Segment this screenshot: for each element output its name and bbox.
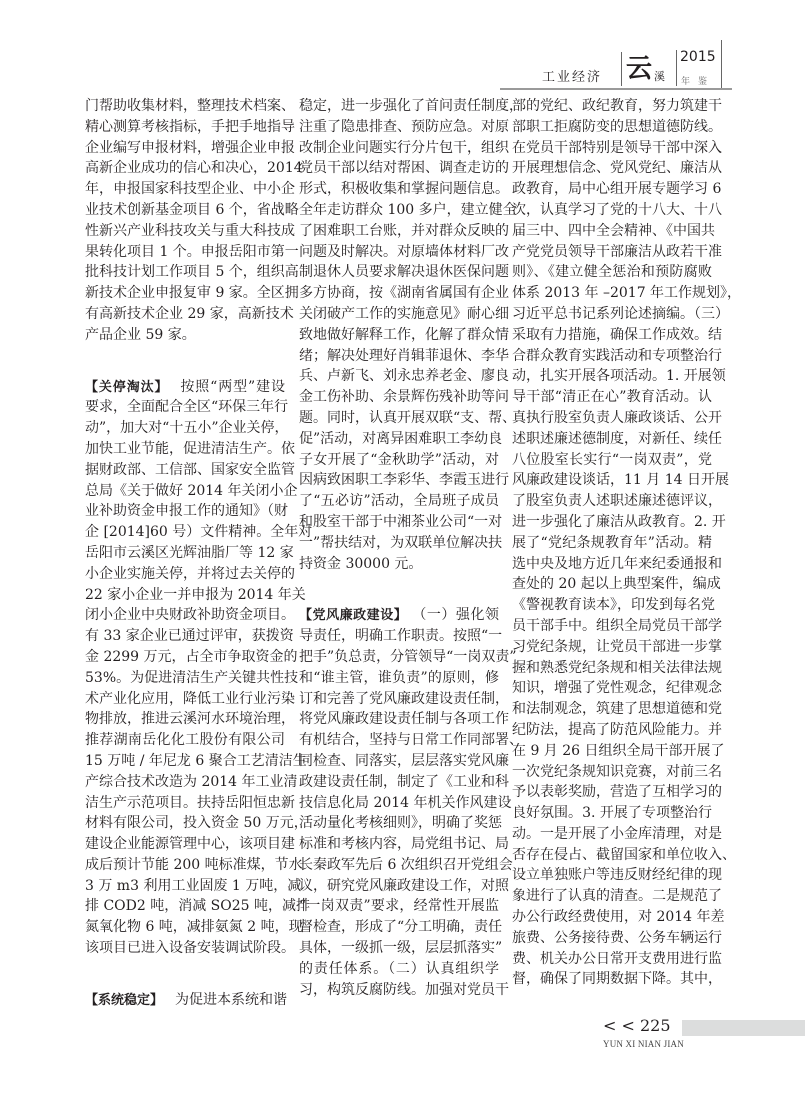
- line-text: 有高新技术企业 29 家，高新技术: [85, 305, 294, 322]
- text-line: [512, 637, 722, 658]
- line-text: 产党党员领导干部廉洁从政若干准: [512, 243, 722, 260]
- line-text: 为促进本系统和谐: [175, 991, 288, 1008]
- header-rule: [500, 88, 732, 90]
- line-text: 纪防法，提高了防范风险能力。并: [512, 721, 722, 738]
- text-line: [85, 138, 295, 159]
- line-text: “一岗双责”要求，经常性开展监: [299, 898, 499, 915]
- line-text: 采取有力措施，确保工作成效。结: [512, 326, 722, 343]
- text-line: [85, 481, 298, 502]
- text-line: [299, 491, 499, 512]
- line-text: 活动量化考核细则》，明确了奖惩: [299, 815, 502, 832]
- text-line: [512, 741, 725, 762]
- line-text: 子女开展了“金秋助学”活动，对: [299, 451, 499, 468]
- paragraph: [299, 96, 523, 574]
- text-line: [299, 959, 499, 980]
- line-text: 和“谁主管，谁负责”的原则，修: [299, 669, 499, 686]
- footer-subtitle: YUN XI NIAN JIAN: [603, 1039, 684, 1049]
- line-text: 动，扎实开展各项活动。1. 开展领: [512, 368, 726, 385]
- line-text: 要求，全面配合全区“环保三年行: [85, 399, 289, 416]
- line-text: 把手”负总责，分管领导“一岗双责”: [299, 648, 517, 665]
- text-line: [85, 283, 299, 304]
- text-line: [512, 824, 722, 845]
- text-line: [85, 221, 295, 242]
- line-text: 全年走访群众 100 多户，建立健全: [299, 201, 517, 218]
- text-line: [85, 709, 295, 730]
- line-text: 洁生产示范项目。扶持岳阳恒忠新: [85, 794, 295, 811]
- line-text: 岳阳市云溪区光辉油脂厂等 12 家: [85, 544, 294, 561]
- text-line: [299, 512, 503, 533]
- line-text: 查处的 20 起以上典型案件，编成: [512, 576, 721, 593]
- line-text: 办公行政经费使用，对 2014 年差: [512, 909, 725, 926]
- text-line: [512, 304, 729, 325]
- line-text: 了股室负责人述职述廉述德评议，: [512, 493, 722, 510]
- line-text: 企 [2014]60 号）文件精神。全年对: [85, 524, 313, 541]
- yearbook-year: 2015: [680, 49, 716, 65]
- text-line: [512, 325, 722, 346]
- text-line: [512, 595, 715, 616]
- line-text: 3 万 m3 利用工业固废 1 万吨，减: [85, 877, 302, 894]
- line-text: 加快工业节能，促进清洁生产。依: [85, 440, 295, 457]
- line-text: 批科技计划工作项目 5 个，组织高: [85, 264, 299, 281]
- text-line: [85, 834, 295, 855]
- line-text: 改制企业问题实行分片包干，组织: [299, 139, 509, 156]
- text-line: [299, 387, 509, 408]
- text-line: [512, 138, 722, 159]
- line-text: 精心测算考核指标，手把手地指导: [85, 118, 295, 135]
- text-line: [512, 429, 722, 450]
- text-line: [299, 980, 509, 1001]
- line-text: 设立单独账户等违反财经纪律的现: [512, 867, 722, 884]
- page-number: 225: [640, 1016, 671, 1035]
- line-text: 22 家小企业一并申报为 2014 年关: [85, 586, 306, 603]
- line-text: 该项目已进入设备安装调试阶段。: [85, 940, 295, 957]
- text-line: [299, 408, 517, 429]
- text-line: [512, 720, 722, 741]
- text-line: [85, 522, 313, 543]
- line-text: 一次党纪条规知识竞赛，对前三名: [512, 763, 722, 780]
- line-text: 真执行股室负责人廉政谈话、公开: [512, 409, 722, 426]
- text-line: [299, 304, 509, 325]
- text-line: [299, 855, 513, 876]
- text-line: [512, 158, 722, 179]
- line-text: （一）强化领: [419, 607, 499, 624]
- line-text: 导责任，明确工作职责。按照“一: [299, 628, 503, 645]
- text-line: [512, 533, 712, 554]
- text-line: [512, 200, 722, 221]
- line-text: 因病致困职工李彩华、李霞玉进行: [299, 472, 509, 489]
- line-text: 有机结合，坚持与日常工作同部署、: [299, 732, 523, 749]
- text-line: [85, 626, 294, 647]
- paragraph: [85, 96, 303, 346]
- line-text: 有 33 家企业已通过评审，获拨资: [85, 628, 294, 645]
- line-text: 习近平总书记系列论述摘编。（三）: [512, 305, 729, 322]
- line-text: 风廉政建设谈话，11 月 14 日开展: [512, 472, 729, 489]
- footer-bar: [682, 1020, 805, 1036]
- text-line: [512, 658, 722, 679]
- text-line: [299, 200, 517, 221]
- line-text: 成后预计节能 200 吨标准煤，节水: [85, 856, 303, 873]
- line-text: 稳定，进一步强化了首问责任制度，: [299, 98, 523, 114]
- text-line: [85, 689, 295, 710]
- text-line: [512, 907, 725, 928]
- text-line: [299, 896, 499, 917]
- line-text: 选中央及地方近几年来纪委通报和: [512, 555, 722, 572]
- line-text: 问题及时解决。对原墙体材料厂改: [299, 243, 509, 260]
- text-line: [85, 647, 298, 668]
- line-text: 部职工拒腐防变的思想道德防线。: [512, 118, 722, 135]
- text-line: [85, 990, 288, 1011]
- text-line: [85, 460, 295, 481]
- line-text: 多方协商，按《湖南省属国有企业: [299, 285, 509, 302]
- section-heading: 【关停淘汰】: [85, 379, 169, 395]
- text-line: [512, 366, 726, 387]
- text-line: [512, 699, 722, 720]
- text-line: [85, 876, 302, 897]
- section-heading: 【党风廉政建设】: [299, 608, 408, 624]
- text-line: [299, 221, 509, 242]
- text-line: [85, 262, 299, 283]
- line-text: 业技术创新基金项目 6 个，省战略: [85, 201, 299, 218]
- text-line: [512, 886, 722, 907]
- text-line: [85, 439, 295, 460]
- line-text: 氮氧化物 6 吨，减排氨氮 2 吨，现: [85, 919, 303, 936]
- text-line: [299, 117, 509, 138]
- text-line: [85, 855, 303, 876]
- text-line: [85, 605, 295, 626]
- paragraph: [512, 96, 742, 990]
- text-line: [512, 969, 722, 990]
- text-line: [299, 876, 509, 897]
- text-line: [512, 782, 722, 803]
- line-text: 动”，加大对“十五小”企业关停，: [85, 420, 289, 437]
- line-text: 关闭破产工作的实施意见》耐心细: [299, 305, 509, 322]
- text-line: [512, 221, 715, 242]
- line-text: 绪；解决处理好肖辑菲退休、李华: [299, 347, 509, 364]
- line-text: 在 9 月 26 日组织全局干部开展了: [512, 742, 725, 759]
- text-line: [85, 242, 299, 263]
- text-column-2: [299, 96, 523, 1031]
- text-line: [512, 762, 722, 783]
- line-text: 高新企业成功的信心和决心，2014: [85, 160, 303, 177]
- text-line: [85, 418, 289, 439]
- line-text: 具体，一级抓一级，层层抓落实”: [299, 940, 503, 957]
- text-line: [85, 96, 295, 117]
- line-text: 促”活动，对离异困难职工李幼良: [299, 430, 503, 447]
- header-divider: [676, 50, 677, 86]
- line-text: 术产业化应用，降低工业行业污染: [85, 690, 295, 707]
- text-line: [299, 283, 509, 304]
- text-line: [85, 564, 295, 585]
- header-divider: [721, 40, 722, 88]
- text-line: [512, 845, 736, 866]
- line-text: 致地做好解释工作，化解了群众情: [299, 326, 509, 343]
- line-text: 和股室干部于中湘茶业公司“一对: [299, 513, 503, 530]
- line-text: 旅费、公务接待费、公务车辆运行: [512, 929, 722, 946]
- line-text: 15 万吨 / 年尼龙 6 聚合工艺清洁生: [85, 752, 307, 769]
- line-text: 新技术企业申报复审 9 家。全区拥: [85, 285, 299, 302]
- text-line: [299, 689, 509, 710]
- arrows-icon: < <: [603, 1016, 635, 1035]
- line-text: 员干部手中。组织全局党员干部学: [512, 617, 722, 634]
- text-line: [299, 772, 509, 793]
- text-line: [299, 709, 509, 730]
- line-text: 同检查、同落实，层层落实党风廉: [299, 752, 509, 769]
- line-text: 门帮助收集材料，整理技术档案、: [85, 98, 295, 114]
- line-text: 物排放，推进云溪河水环境治理，: [85, 711, 295, 728]
- text-line: [85, 938, 295, 959]
- line-text: 体系 2013 年 –2017 年工作规划》，: [512, 285, 742, 302]
- text-line: [299, 450, 499, 471]
- paragraph: [85, 990, 288, 1011]
- text-line: [299, 242, 509, 263]
- paragraph: [299, 605, 523, 1000]
- line-text: 开展理想信念、党风党纪、廉洁从: [512, 160, 722, 177]
- text-line: [299, 605, 499, 626]
- text-line: [512, 616, 722, 637]
- text-line: [299, 325, 509, 346]
- text-line: [85, 377, 285, 398]
- text-line: [512, 262, 712, 283]
- line-text: 届三中、四中全会精神、《中国共: [512, 222, 715, 239]
- text-line: [512, 346, 722, 367]
- text-line: [512, 450, 712, 471]
- text-line: [512, 408, 722, 429]
- line-text: 性新兴产业科技攻关与重大科技成: [85, 222, 295, 239]
- line-text: 习，构筑反腐防线。加强对党员干: [299, 981, 509, 998]
- text-line: [85, 543, 294, 564]
- brand-logo-yun: 云: [626, 54, 653, 84]
- line-text: 了困难职工台账，并对群众反映的: [299, 222, 509, 239]
- text-line: [512, 554, 722, 575]
- page-number-row: [603, 1016, 671, 1035]
- line-text: 制退休人员要求解决退休医保问题: [299, 264, 509, 281]
- line-text: 订和完善了党风廉政建设责任制，: [299, 690, 509, 707]
- header-divider: [621, 52, 622, 86]
- line-text: 习党纪条规，让党员干部进一步掌: [512, 638, 722, 655]
- line-text: 标准和考核内容，局党组书记、局: [299, 836, 509, 853]
- line-text: 则》、《建立健全惩治和预防腐败: [512, 264, 712, 281]
- text-line: [299, 158, 509, 179]
- text-line: [299, 346, 509, 367]
- text-line: [85, 896, 311, 917]
- line-text: 合群众教育实践活动和专项整治行: [512, 347, 722, 364]
- line-text: 兵、卢新飞、刘永忠养老金、廖良: [299, 368, 509, 385]
- text-line: [512, 179, 722, 200]
- text-line: [299, 366, 509, 387]
- text-column-1: [85, 96, 313, 1042]
- line-text: 推荐湖南岳化化工股份有限公司: [85, 732, 285, 749]
- line-text: 次，认真学习了党的十八大、十八: [512, 201, 722, 218]
- line-text: 金 2299 万元，占全市争取资金的: [85, 648, 298, 665]
- yearbook-label: 年鉴: [681, 77, 716, 87]
- text-line: [512, 470, 729, 491]
- line-text: 技信息化局 2014 年机关作风建设: [299, 794, 512, 811]
- text-line: [85, 200, 299, 221]
- line-text: 握和熟悉党纪条规和相关法律法规: [512, 659, 722, 676]
- line-text: 材料有限公司，投入资金 50 万元，: [85, 815, 308, 832]
- line-text: 小企业实施关停，并将过去关停的: [85, 565, 295, 582]
- text-line: [299, 554, 499, 575]
- text-line: [85, 793, 295, 814]
- text-line: [85, 304, 294, 325]
- line-text: 总局《关于做好 2014 年关闭小企: [85, 482, 298, 499]
- line-text: 述职述廉述德制度，对新任、续任: [512, 430, 722, 447]
- text-line: [299, 138, 509, 159]
- text-line: [85, 813, 308, 834]
- line-text: 部的党纪、政纪教育，努力筑建干: [512, 98, 722, 114]
- line-text: 知识，增强了党性观念，纪律观念: [512, 680, 722, 697]
- text-line: [85, 917, 303, 938]
- line-text: 53%。为促进清洁生产关键共性技: [85, 669, 299, 686]
- text-column-3: [512, 96, 742, 1021]
- text-line: [299, 626, 503, 647]
- line-text: 年，申报国家科技型企业、中小企: [85, 181, 295, 198]
- text-line: [85, 325, 285, 346]
- text-line: [299, 751, 509, 772]
- text-line: [512, 678, 722, 699]
- text-line: [299, 533, 503, 554]
- line-text: 督，确保了同期数据下降。其中，: [512, 971, 722, 988]
- text-line: [299, 834, 509, 855]
- line-text: 《警视教育读本》，印发到每名党: [512, 597, 715, 614]
- text-line: [85, 179, 295, 200]
- text-line: [512, 242, 722, 263]
- line-text: 据财政部、工信部、国家安全监管: [85, 461, 295, 478]
- line-text: 在党员干部特别是领导干部中深入: [512, 139, 722, 156]
- line-text: 动。一是开展了小金库清理，对是: [512, 825, 722, 842]
- text-line: [512, 512, 726, 533]
- line-text: 八位股室长实行“一岗双责”，党: [512, 451, 712, 468]
- text-line: [299, 917, 503, 938]
- text-line: [85, 668, 299, 689]
- text-line: [299, 262, 509, 283]
- text-line: [85, 751, 307, 772]
- text-line: [512, 574, 721, 595]
- section-title: 工业经济: [542, 70, 603, 85]
- line-text: 产综合技术改造为 2014 年工业清: [85, 773, 298, 790]
- line-text: 展了“党纪条规教育年”活动。精: [512, 534, 712, 551]
- text-line: [85, 501, 288, 522]
- brand-logo-xi: 溪: [654, 70, 665, 83]
- text-line: [299, 96, 523, 117]
- line-text: 闭小企业中央财政补助资金项目。: [85, 607, 295, 624]
- text-line: [85, 117, 295, 138]
- text-line: [299, 938, 503, 959]
- line-text: 企业编写申报材料，增强企业申报: [85, 139, 295, 156]
- line-text: 形式，积极收集和掌握问题信息。: [299, 181, 509, 198]
- line-text: 一”帮扶结对，为双联单位解决扶: [299, 534, 503, 551]
- line-text: 产品企业 59 家。: [85, 326, 196, 343]
- line-text: 建设企业能源管理中心，该项目建: [85, 836, 295, 853]
- text-line: [512, 117, 722, 138]
- line-text: 督检查，形成了“分工明确，责任: [299, 919, 503, 936]
- line-text: 政教育，局中心组开展专题学习 6: [512, 181, 722, 198]
- line-text: 党员干部以结对帮困、调查走访的: [299, 160, 509, 177]
- line-text: 按照“两型”建设: [180, 378, 285, 395]
- text-line: [299, 793, 512, 814]
- line-text: 金工伤补助、余景辉伤残补助等问: [299, 389, 509, 406]
- line-text: 业补助资金申报工作的通知》（财: [85, 503, 288, 520]
- line-text: 了“五必访”活动，全局班子成员: [299, 493, 499, 510]
- line-text: 进一步强化了廉洁从政教育。2. 开: [512, 513, 726, 530]
- line-text: 否存在侵占、截留国家和单位收入、: [512, 846, 736, 863]
- text-line: [299, 730, 523, 751]
- line-text: 持资金 30000 元。: [299, 555, 423, 572]
- text-line: [299, 179, 509, 200]
- line-text: 长秦政军先后 6 次组织召开党组会: [299, 856, 513, 873]
- text-line: [299, 647, 517, 668]
- text-line: [512, 387, 712, 408]
- line-text: 果转化项目 1 个。申报岳阳市第一: [85, 243, 299, 260]
- line-text: 费、机关办公日常开支费用进行监: [512, 950, 722, 967]
- line-text: 的责任体系。（二）认真组织学: [299, 960, 499, 977]
- text-line: [85, 397, 289, 418]
- line-text: 予以表彰奖励，营造了互相学习的: [512, 784, 722, 801]
- line-text: 排 COD2 吨，消减 SO25 吨，减排: [85, 898, 311, 915]
- text-line: [512, 491, 722, 512]
- text-line: [299, 813, 502, 834]
- text-line: [85, 772, 298, 793]
- paragraph: [85, 377, 313, 959]
- line-text: 题。同时，认真开展双联“支、帮、: [299, 409, 517, 426]
- text-line: [512, 96, 722, 117]
- line-text: 注重了隐患排查、预防应急。对原: [299, 118, 509, 135]
- line-text: 议，研究党风廉政建设工作，对照: [299, 877, 509, 894]
- line-text: 导干部“清正在心”教育活动。认: [512, 389, 712, 406]
- line-text: 象进行了认真的清查。二是规范了: [512, 888, 722, 905]
- text-line: [85, 585, 306, 606]
- text-line: [512, 928, 722, 949]
- text-line: [512, 865, 722, 886]
- text-line: [299, 470, 509, 491]
- line-text: 和法制观念，筑建了思想道德和党: [512, 701, 722, 718]
- text-line: [512, 803, 712, 824]
- line-text: 良好氛围。3. 开展了专项整治行: [512, 805, 712, 822]
- section-heading: 【系统稳定】: [85, 992, 164, 1008]
- text-line: [85, 158, 303, 179]
- line-text: 政建设责任制，制定了《工业和科: [299, 773, 509, 790]
- line-text: 将党风廉政建设责任制与各项工作: [299, 711, 509, 728]
- text-line: [299, 429, 503, 450]
- text-line: [85, 730, 285, 751]
- text-line: [512, 949, 722, 970]
- text-line: [299, 668, 499, 689]
- text-line: [512, 283, 742, 304]
